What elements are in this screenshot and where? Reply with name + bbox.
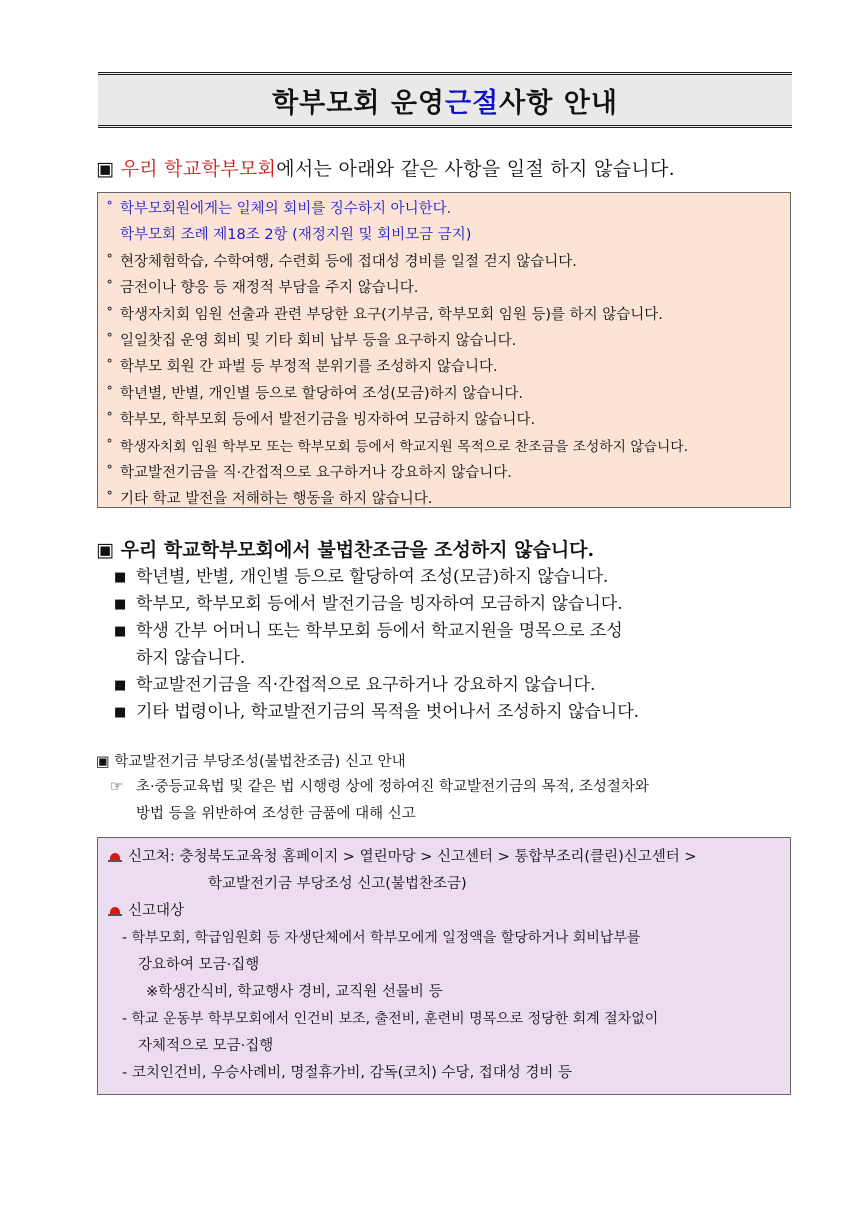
list-item: ■ 기타 법령이나, 학교발전기금의 목적을 벗어나서 조성하지 않습니다. bbox=[114, 702, 640, 722]
prohibited-items-box bbox=[97, 192, 791, 508]
list-item: ■ 학년별, 반별, 개인별 등으로 할당하여 조성(모금)하지 않습니다. bbox=[114, 567, 609, 587]
section2-heading: ▣ 우리 학교학부모회에서 불법찬조금을 조성하지 않습니다. bbox=[96, 539, 595, 561]
pointing-hand-icon: ☞ bbox=[110, 779, 123, 795]
section1-heading bbox=[96, 154, 675, 181]
title-part1: 학부모회 운영 bbox=[272, 87, 445, 119]
list-item: ■ 학생 간부 어머니 또는 학부모회 등에서 학교지원을 명목으로 조성 bbox=[114, 621, 623, 641]
section3-heading: ▣ 학교발전기금 부당조성(불법찬조금) 신고 안내 bbox=[96, 754, 406, 770]
list-item: ˚ 학년별, 반별, 개인별 등으로 할당하여 조성(모금)하지 않습니다. bbox=[106, 385, 523, 402]
title-part2: 사항 안내 bbox=[499, 87, 618, 119]
report-target-note: ※학생간식비, 학교행사 경비, 교직원 선물비 등 bbox=[146, 984, 443, 1000]
section3-body: ☞ 초·중등교육법 및 같은 법 시행령 상에 정하여진 학교발전기금의 목적, 조성절차와 bbox=[96, 774, 649, 801]
list-item-continuation: 하지 않습니다. bbox=[136, 648, 246, 668]
report-info-box bbox=[97, 837, 791, 1095]
section1-marker: ▣ bbox=[96, 158, 115, 180]
list-item: ˚ 학생자치회 임원 선출과 관련 부당한 요구(기부금, 학부모회 임원 등)를 하지 않습니다. bbox=[106, 306, 663, 323]
report-target-heading: 신고대상 bbox=[108, 898, 780, 925]
list-item: ■ 학교발전기금을 직·간접적으로 요구하거나 강요하지 않습니다. bbox=[114, 675, 596, 695]
report-target-item: - 학부모회, 학급임원회 등 자생단체에서 학부모에게 일정액을 할당하거나 회비납부를 bbox=[122, 930, 641, 946]
list-item: ˚ 학생자치회 임원 학부모 또는 학부모회 등에서 학교지원 목적으로 찬조금을 조성하지 않습니다. bbox=[106, 438, 689, 455]
report-where-continuation: 학교발전기금 부당조성 신고(불법찬조금) bbox=[208, 876, 467, 892]
list-item: ˚ 학부모 회원 간 파벌 등 부정적 분위기를 조성하지 않습니다. bbox=[106, 359, 498, 376]
list-item: ˚ 학교발전기금을 직·간접적으로 요구하거나 강요하지 않습니다. bbox=[106, 464, 512, 481]
list-item: ˚ 금전이나 향응 등 재정적 부담을 주지 않습니다. bbox=[106, 280, 419, 297]
siren-icon bbox=[108, 906, 122, 916]
list-item: ˚ 기타 학교 발전을 저해하는 행동을 하지 않습니다. bbox=[106, 491, 433, 508]
report-where: 신고처: 충청북도교육청 홈페이지 > 열린마당 > 신고센터 > 통합부조리(클린)신고센터 > bbox=[108, 844, 780, 871]
report-target-continuation: 강요하여 모금·집행 bbox=[138, 957, 260, 973]
list-item: ˚ 학부모, 학부모회 등에서 발전기금을 빙자하여 모금하지 않습니다. bbox=[106, 412, 536, 429]
list-item: ˚ 일일찻집 운영 회비 및 기타 회비 납부 등을 요구하지 않습니다. bbox=[106, 332, 517, 349]
list-item: ˚ 학부모회원에게는 일체의 회비를 징수하지 아니한다. bbox=[106, 201, 452, 217]
report-target-item: - 학교 운동부 학부모회에서 인건비 보조, 출전비, 훈련비 명목으로 정당한 회계 절차없이 bbox=[122, 1011, 659, 1027]
report-target-continuation: 자체적으로 모금·집행 bbox=[138, 1038, 274, 1054]
siren-icon bbox=[108, 852, 122, 862]
section1-head-rest: 에서는 아래와 같은 사항을 일절 하지 않습니다. bbox=[276, 158, 675, 180]
page-title bbox=[98, 72, 792, 128]
section2 bbox=[96, 535, 639, 726]
report-target-item: - 코치인건비, 우승사례비, 명절휴가비, 감독(코치) 수당, 접대성 경비 등 bbox=[122, 1065, 573, 1081]
section3-body-continuation: 방법 등을 위반하여 조성한 금품에 대해 신고 bbox=[136, 806, 416, 822]
section1-head-red: 우리 학교학부모회 bbox=[120, 158, 277, 180]
title-highlight: 근절 bbox=[445, 87, 500, 119]
list-item: 학부모회 조례 제18조 2항 (재정지원 및 회비모금 금지) bbox=[120, 227, 472, 244]
list-item: ■ 학부모, 학부모회 등에서 발전기금을 빙자하여 모금하지 않습니다. bbox=[114, 594, 623, 614]
list-item: ˚ 현장체험학습, 수학여행, 수련회 등에 접대성 경비를 일절 걷지 않습니다. bbox=[106, 253, 577, 270]
section3 bbox=[96, 750, 649, 828]
